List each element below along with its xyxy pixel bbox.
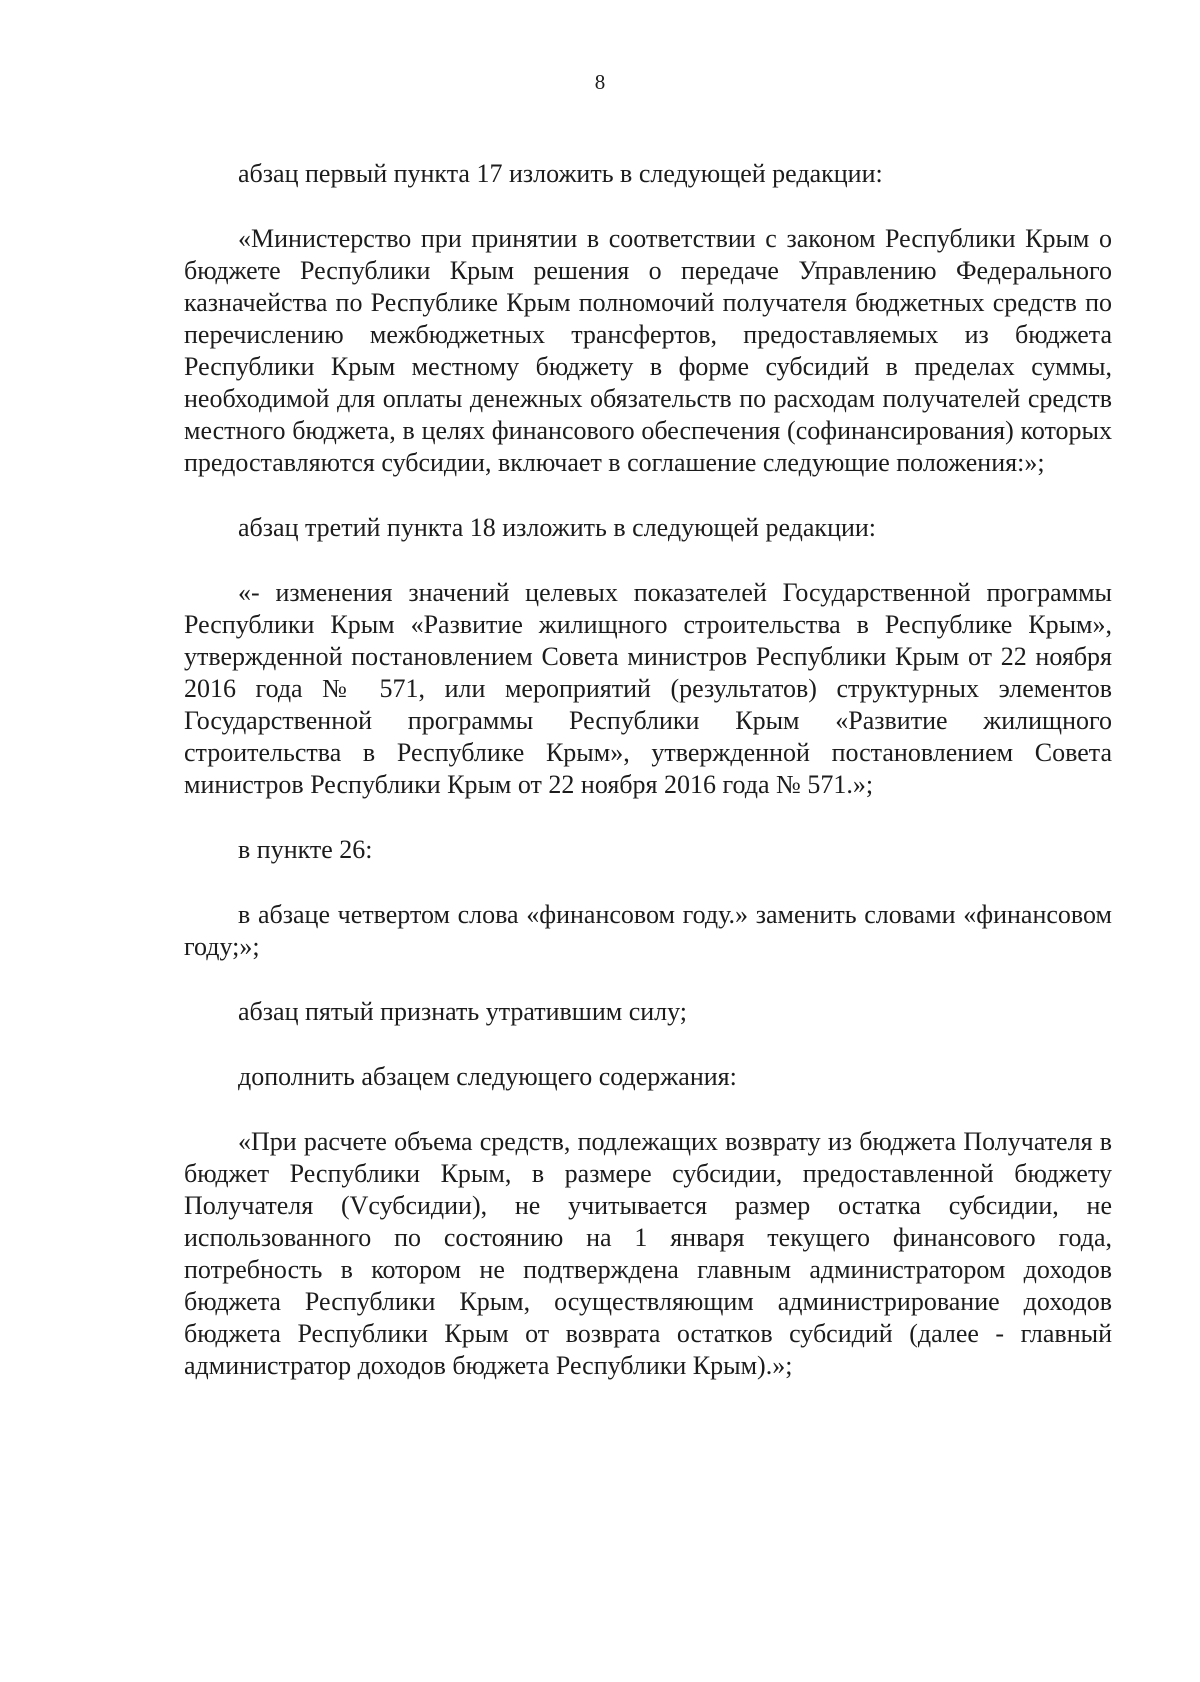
paragraph-8: дополнить абзацем следующего содержания: [238,1062,737,1091]
paragraph-4: «- изменения значений целевых показателей Государственной программы Республики Крым «Развитие жилищного строительства в Республике Крым», утвержденной постановлением Совета министров Республики Крым от 22 ноября 2016 года № 571, или мероприятий (результатов) структурных элементов Государственной программы Республики Крым «Развитие жилищного строительства в Республике Крым», утвержденной постановлением Совета министров Республики Крым от 22 ноября 2016 года № 571.»; [184,578,1112,799]
document-body [184,158,1112,1382]
paragraph-1: абзац первый пункта 17 изложить в следующей редакции: [238,159,883,188]
paragraph-2: «Министерство при принятии в соответствии с законом Республики Крым о бюджете Республики Крым решения о передаче Управлению Федерального казначейства по Республике Крым полномочий получателя бюджетных средств по перечислению межбюджетных трансфертов, предоставляемых из бюджета Республики Крым местному бюджету в форме субсидий в пределах суммы, необходимой для оплаты денежных обязательств по расходам получателей средств местного бюджета, в целях финансового обеспечения (софинансирования) которых предоставляются субсидии, включает в соглашение следующие положения:»; [184,224,1112,477]
paragraph-7: абзац пятый признать утратившим силу; [238,997,688,1026]
paragraph-5: в пункте 26: [238,835,373,864]
paragraph-9: «При расчете объема средств, подлежащих возврату из бюджета Получателя в бюджет Республики Крым, в размере субсидии, предоставленной бюджету Получателя (Vсубсидии), не учитывается размер остатка субсидии, не использованного по состоянию на 1 января текущего финансового года, потребность в котором не подтверждена главным администратором доходов бюджета Республики Крым, осуществляющим администрирование доходов бюджета Республики Крым от возврата остатков субсидий (далее - главный администратор доходов бюджета Республики Крым).»; [184,1127,1112,1380]
paragraph-6: в абзаце четвертом слова «финансовом году.» заменить словами «финансовом году;»; [184,900,1112,961]
page-number: 8 [594,70,606,94]
paragraph-3: абзац третий пункта 18 изложить в следующей редакции: [238,513,877,542]
